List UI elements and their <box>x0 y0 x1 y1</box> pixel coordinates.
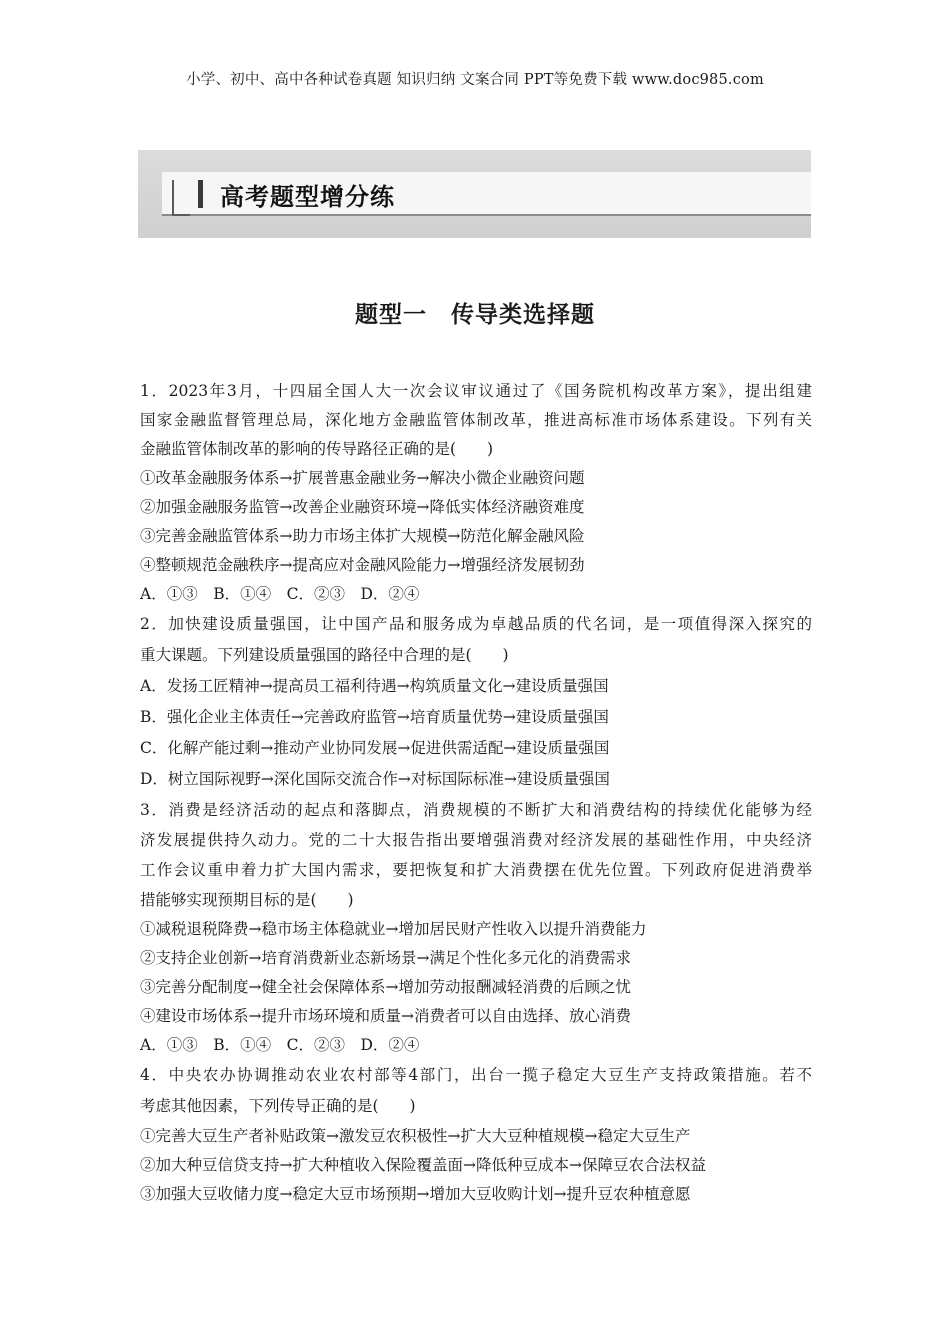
answer-option: C．化解产能过剩→推动产业协同发展→促进供需适配→建设质量强国 <box>140 739 610 757</box>
question-item: ④建设市场体系→提升市场环境和质量→消费者可以自由选择、放心消费 <box>140 1007 631 1025</box>
question-item: ②加强金融服务监管→改善企业融资环境→降低实体经济融资难度 <box>140 498 585 516</box>
question-stem-line: 济发展提供持久动力。党的二十大报告指出要增强消费对经济发展的基础性作用，中央经济 <box>140 831 812 849</box>
site-header-text: 小学、初中、高中各种试卷真题 知识归纳 文案合同 PPT等免费下载 www.doc985.com <box>186 72 764 88</box>
question-1 <box>140 377 812 609</box>
question-stem-line: 措能够实现预期目标的是( ) <box>140 891 354 909</box>
question-item: ④整顿规范金融秩序→提高应对金融风险能力→增强经济发展韧劲 <box>140 556 585 574</box>
question-item: ③完善金融监管体系→助力市场主体扩大规模→防范化解金融风险 <box>140 527 585 545</box>
question-stem-line: 考虑其他因素，下列传导正确的是( ) <box>140 1097 416 1115</box>
question-4 <box>140 1060 812 1209</box>
question-item: ①改革金融服务体系→扩展普惠金融业务→解决小微企业融资问题 <box>140 469 585 487</box>
question-stem-line: 重大课题。下列建设质量强国的路径中合理的是( ) <box>140 646 509 664</box>
question-item: ①完善大豆生产者补贴政策→激发豆农积极性→扩大大豆种植规模→稳定大豆生产 <box>140 1127 691 1145</box>
section-title: 题型一 传导类选择题 <box>355 302 595 328</box>
banner-title: 高考题型增分练 <box>220 183 395 211</box>
question-item: ③完善分配制度→健全社会保障体系→增加劳动报酬减轻消费的后顾之忧 <box>140 978 631 996</box>
question-stem-line: 3．消费是经济活动的起点和落脚点，消费规模的不断扩大和消费结构的持续优化能够为经 <box>140 801 812 819</box>
question-stem-line: 1．2023年3月，十四届全国人大一次会议审议通过了《国务院机构改革方案》，提出组建 <box>140 382 812 400</box>
answer-options: A．①③ B．①④ C．②③ D．②④ <box>140 585 420 603</box>
question-3 <box>140 795 812 1060</box>
question-stem-line: 工作会议重申着力扩大国内需求，要把恢复和扩大消费摆在优先位置。下列政府促进消费举 <box>140 861 812 879</box>
question-stem-line: 金融监管体制改革的影响的传导路径正确的是( ) <box>140 440 494 458</box>
answer-option: B．强化企业主体责任→完善政府监管→培育质量优势→建设质量强国 <box>140 708 609 726</box>
question-stem-line: 2．加快建设质量强国，让中国产品和服务成为卓越品质的代名词，是一项值得深入探究的 <box>140 615 812 633</box>
answer-option: A．发扬工匠精神→提高员工福利待遇→构筑质量文化→建设质量强国 <box>140 677 609 695</box>
question-item: ②加大种豆信贷支持→扩大种植收入保险覆盖面→降低种豆成本→保障豆农合法权益 <box>140 1156 706 1174</box>
section-banner <box>138 150 811 238</box>
answer-options: A．①③ B．①④ C．②③ D．②④ <box>140 1036 420 1054</box>
question-item: ②支持企业创新→培育消费新业态新场景→满足个性化多元化的消费需求 <box>140 949 631 967</box>
banner-inner <box>162 172 811 216</box>
question-item: ③加强大豆收储力度→稳定大豆市场预期→增加大豆收购计划→提升豆农种植意愿 <box>140 1185 691 1203</box>
question-stem-line: 4．中央农办协调推动农业农村部等4部门，出台一揽子稳定大豆生产支持政策措施。若不 <box>140 1066 812 1084</box>
bar-decoration-icon <box>198 180 203 208</box>
bracket-decoration-icon <box>172 180 190 216</box>
question-2 <box>140 609 812 795</box>
answer-option: D．树立国际视野→深化国际交流合作→对标国际标准→建设质量强国 <box>140 770 610 788</box>
question-stem-line: 国家金融监督管理总局，深化地方金融监管体制改革，推进高标准市场体系建设。下列有关 <box>140 411 812 429</box>
question-list <box>140 377 812 1209</box>
question-item: ①减税退税降费→稳市场主体稳就业→增加居民财产性收入以提升消费能力 <box>140 920 647 938</box>
